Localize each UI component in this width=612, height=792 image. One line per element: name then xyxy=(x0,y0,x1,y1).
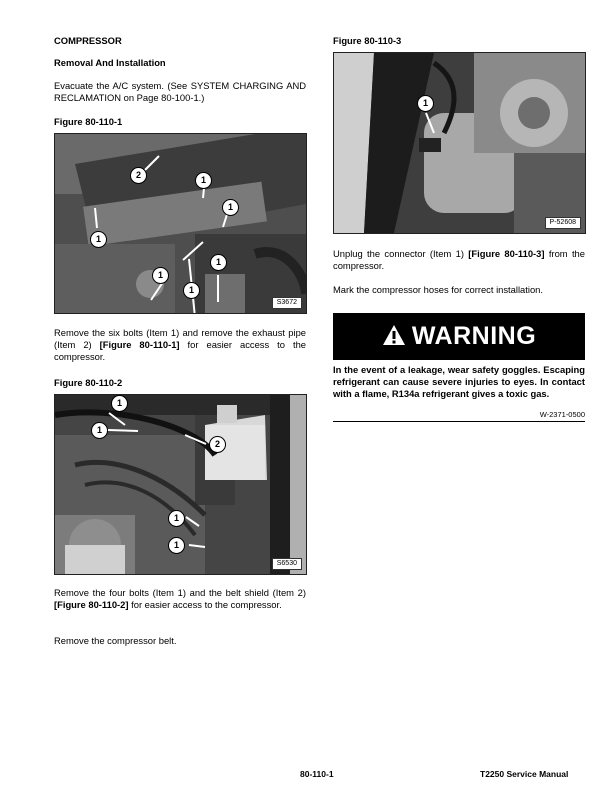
warning-text: In the event of a leakage, wear safety goggles. Escaping refrigerant can cause severe injuries to eyes. In contact with a flame, R134a refrigerant gives a toxic gas. xyxy=(333,364,585,399)
callout-item-1: 1 xyxy=(417,95,434,112)
callout-item-1: 1 xyxy=(183,282,200,299)
figure-2-caption-block xyxy=(54,377,306,389)
callout-item-1: 1 xyxy=(111,395,128,412)
warning-triangle-icon xyxy=(382,324,406,346)
figure-3-caption: Figure 80-110-3 xyxy=(333,35,402,46)
callout-item-1: 1 xyxy=(91,422,108,439)
callout-item-1: 1 xyxy=(210,254,227,271)
right-paragraph-1-block xyxy=(333,248,585,272)
callout-item-2: 2 xyxy=(209,436,226,453)
figure-1-caption: Figure 80-110-1 xyxy=(54,116,123,127)
left-column xyxy=(54,35,306,47)
callout-item-1: 1 xyxy=(195,172,212,189)
figure-reference: [Figure 80-110-3] xyxy=(468,248,545,259)
figure-3-code: P-52608 xyxy=(545,217,581,229)
right-paragraph-2-block xyxy=(333,284,585,296)
section-heading: COMPRESSOR xyxy=(54,35,122,46)
warning-title: WARNING xyxy=(411,322,537,350)
figure-3-caption-block xyxy=(333,35,585,47)
figure-3-illustration xyxy=(334,53,585,233)
figure-2-code: S6530 xyxy=(272,558,302,570)
warning-code: W-2371-0500 xyxy=(539,410,585,419)
figure-1-illustration xyxy=(55,134,306,313)
paragraph-1-block xyxy=(54,327,306,363)
callout-item-1: 1 xyxy=(90,231,107,248)
right-paragraph-1: Unplug the connector (Item 1) [Figure 80-110-3] from the compressor. xyxy=(333,248,585,271)
paragraph-3: Remove the compressor belt. xyxy=(54,635,177,646)
subsection-heading: Removal And Installation xyxy=(54,57,166,68)
subheading-block xyxy=(54,57,306,69)
figure-3-photo xyxy=(333,52,586,234)
intro-paragraph-block xyxy=(54,80,306,104)
paragraph-1: Remove the six bolts (Item 1) and remove the exhaust pipe (Item 2) [Figure 80-110-1] for easier access to the compressor. xyxy=(54,327,306,362)
paragraph-2: Remove the four bolts (Item 1) and the belt shield (Item 2) [Figure 80-110-2] for easier access to the compressor. xyxy=(54,587,306,610)
figure-2-caption: Figure 80-110-2 xyxy=(54,377,123,388)
manual-title: T2250 Service Manual xyxy=(480,769,569,779)
paragraph-3-block xyxy=(54,635,306,647)
figure-reference: [Figure 80-110-2] xyxy=(54,599,129,610)
callout-item-2: 2 xyxy=(130,167,147,184)
callout-item-1: 1 xyxy=(222,199,239,216)
warning-banner xyxy=(333,313,585,360)
figure-1-photo xyxy=(54,133,307,314)
warning-divider xyxy=(333,421,585,422)
callout-item-1: 1 xyxy=(152,267,169,284)
paragraph-2-block xyxy=(54,587,306,611)
warning-title-row xyxy=(333,319,585,353)
page-number: 80-110-1 xyxy=(300,769,334,779)
callout-item-1: 1 xyxy=(168,510,185,527)
figure-1-code: S3672 xyxy=(272,297,302,309)
figure-reference: [Figure 80-110-1] xyxy=(99,339,180,350)
right-paragraph-2: Mark the compressor hoses for correct installation. xyxy=(333,284,543,295)
figure-1-caption-block xyxy=(54,116,306,128)
figure-2-photo xyxy=(54,394,307,575)
intro-paragraph: Evacuate the A/C system. (See SYSTEM CHARGING AND RECLAMATION on Page 80-100-1.) xyxy=(54,80,306,103)
callout-item-1: 1 xyxy=(168,537,185,554)
